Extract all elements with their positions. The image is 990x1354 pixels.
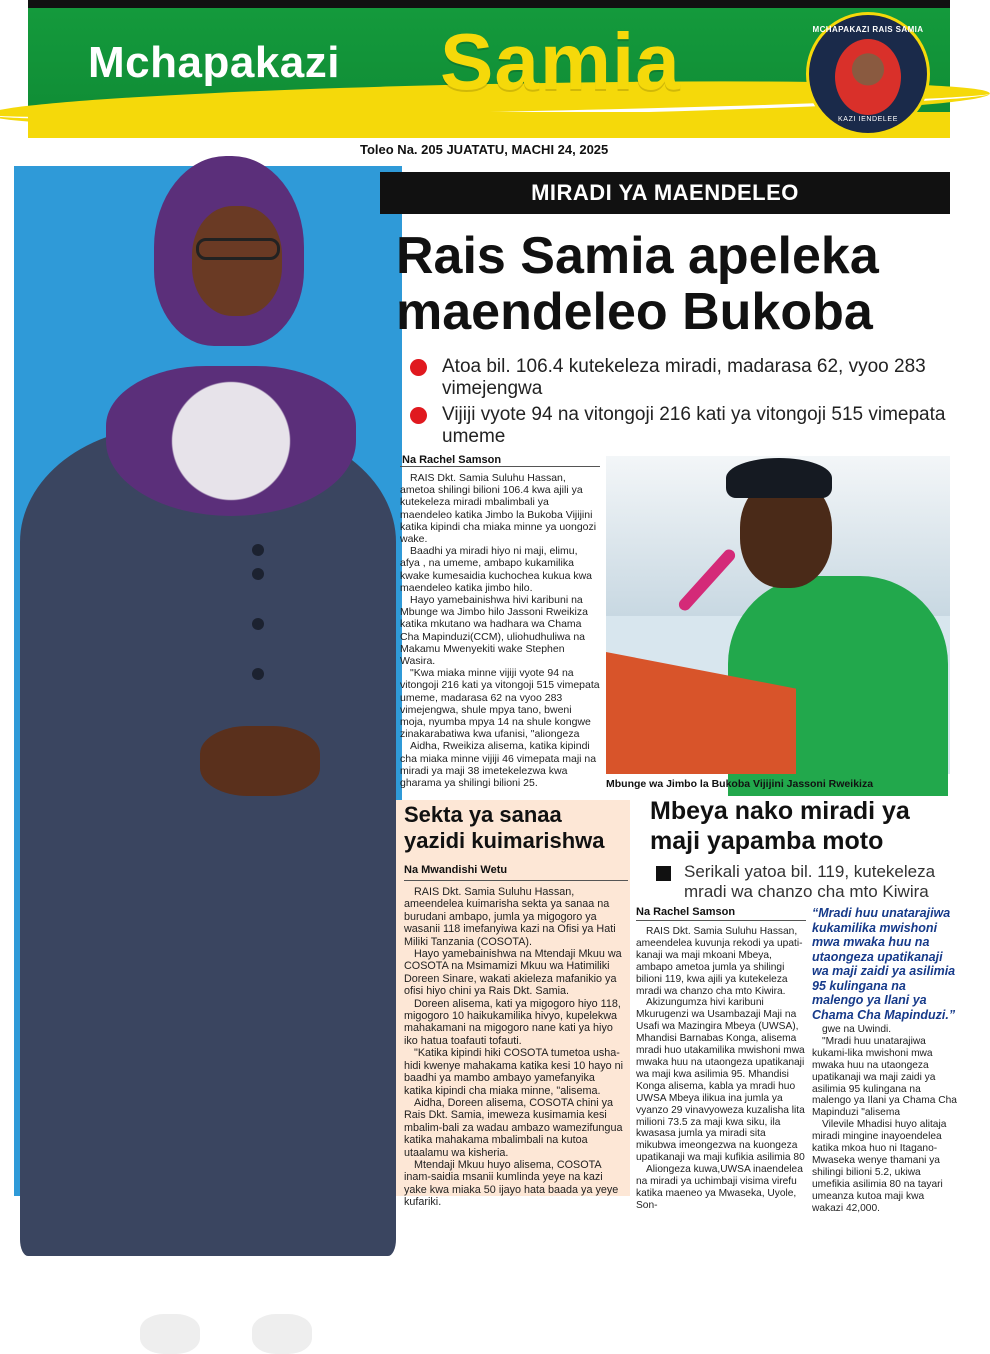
photo-shoe (252, 1314, 312, 1354)
photo-button (252, 568, 264, 580)
issue-dateline: Toleo Na. 205 JUATATU, MACHI 24, 2025 (360, 142, 609, 157)
seal-top-text: MCHAPAKAZI RAIS SAMIA (812, 25, 924, 34)
sanaa-title: Sekta ya sanaa yazidi kuimarishwa (404, 802, 605, 853)
seal-portrait (835, 39, 901, 115)
mbeya-subhead-text: Serikali yatoa bil. 119, kutekeleza mradi wa chanzo cha mto Kiwira (684, 862, 936, 901)
photo-button (252, 544, 264, 556)
masthead (28, 8, 950, 138)
article-paragraph: Aliongeza kuwa,UWSA inaendelea na miradi ya uchimbaji visima virefu katika maeneo ya Mwaseka, Uyole, Son- (636, 1164, 803, 1211)
top-rule (28, 0, 950, 8)
main-headline: Rais Samia apeleka maendeleo Bukoba (396, 227, 879, 341)
bullet-text: Vijiji vyote 94 na vitongoji 216 kati ya vitongoji 515 vimepata umeme (442, 404, 946, 447)
photo-shoe (140, 1314, 200, 1354)
article-paragraph: RAIS Dkt. Samia Suluhu Hassan, ametoa shilingi bilioni 106.4 kwa ajili ya kutekeleza miradi mbalimbali ya maendeleo katika Jimbo la Bukoba Vijijini katika kipindi cha miaka minne ya uongozi wake. (400, 472, 597, 546)
mp-photo (606, 456, 950, 774)
byline-rule (636, 920, 806, 921)
headline-bullet (410, 404, 950, 448)
photo-hands (200, 726, 320, 796)
bullet-dot-icon (410, 359, 427, 376)
article-paragraph: Vilevile Mhadisi huyo alitaja miradi mingine inayoendelea katika mkoa huo ni Itagano- Mwaseka wenye thamani ya shilingi bilioni 5.2, ukiwa umefikia asilimia 80 na tayari umeanza kutoa maji kwa wakazi 42,000. (812, 1119, 947, 1214)
section-label: MIRADI YA MAENDELEO (380, 172, 950, 214)
president-photo (14, 166, 402, 1196)
main-byline: Na Rachel Samson (402, 454, 502, 466)
square-bullet-icon (656, 866, 671, 881)
article-paragraph: Hayo yamebainishwa hivi karibuni na Mbunge wa Jimbo hilo Jassoni Rweikiza katika mkutano wa hadhara wa Chama Cha Mapinduzi(CCM), uliohudhuliwa na Makamu Mwenyekiti wake Stephen Wasira. (400, 594, 588, 668)
sanaa-byline: Na Mwandishi Wetu (404, 864, 508, 876)
headline-bullet (410, 356, 950, 400)
byline-rule (404, 880, 628, 881)
photo-dress (20, 426, 396, 1256)
article-paragraph: Aidha, Doreen alisema, COSOTA chini ya Rais Dkt. Samia, imeweza kusimamia kesi mbalim-bali za wadau ambazo wamezifungua katika mahakama mbalimbali na kutoa utaalamu wa kisheria. (404, 1096, 623, 1159)
photo-scarf (106, 366, 356, 516)
mbeya-article-body (636, 926, 806, 1212)
photo-cap (726, 458, 832, 498)
article-paragraph: gwe na Uwindi. (822, 1024, 892, 1035)
article-paragraph: Mtendaji Mkuu huyo alisema, COSOTA inam-saidia msanii kumlinda yeye na kazi yake kwa miaka 50 ijayo hata baada ya yeye kufariki. (404, 1158, 619, 1209)
bullet-dot-icon (410, 407, 427, 424)
brand-name-second: Samia (440, 17, 681, 106)
mbeya-subhead (656, 862, 952, 902)
article-paragraph: "Mradi huu unatarajiwa kukami-lika mwishoni mwa mwaka huu na utaongeza upatikanaji wa maji zaidi ya asilimia 95 kulingana na malengo ya Ilani ya Chama Cha Mapinduzi "alisema (812, 1035, 957, 1119)
article-paragraph: RAIS Dkt. Samia Suluhu Hassan, ameendelea kuimarisha sekta ya sanaa na burudani ambapo, jumla ya migogoro ya wasanii 118 imefanyiwa kazi na Ofisi ya Hati Miliki Tanzania (COSOTA). (404, 886, 616, 948)
photo-caption: Mbunge wa Jimbo la Bukoba Vijijini Jassoni Rweikiza (606, 778, 874, 790)
byline-rule (400, 466, 600, 467)
mbeya-headline: Mbeya nako miradi ya maji yapamba moto (650, 797, 910, 855)
photo-face (192, 206, 282, 316)
article-paragraph: Akizungumza hivi karibuni Mkurugenzi wa Usambazaji Maji na Usafi wa Mazingira Mbeya (UWSA), Mhandisi Barnabas Konga, alisema mradi huo utakamilika mwishoni mwa mwaka huu na utaongeza upatikanaji wa maji kwa asilimia 95. Mhandisi Konga alisema, kabla ya mradi huo UWSA Mbeya ilikua ina jumla ya vyanzo 29 vinavyoweza kuzalisha lita milioni 73.5 za maji kwa siku, ila kwasasa jumla ya miradi sita mikubwa imeongezwa na kuongeza upatikanaji wa maji kufikia asilimia 80 (636, 997, 805, 1164)
brand-name-first: Mchapakazi (88, 38, 340, 87)
photo-button (252, 618, 264, 630)
article-paragraph: "Kwa miaka minne vijiji vyote 94 na vitongoji 216 kati ya vitongoji 515 vimepata umeme, madarasa 62 na vyoo 283 vimejengwa, shule mpya tano, bweni moja, nyumba mpya 14 na shule kongwe zinakarabatiwa kwa ufanisi, "aliongeza (400, 667, 600, 741)
mbeya-byline: Na Rachel Samson (636, 906, 736, 918)
article-paragraph: Doreen alisema, kati ya migogoro hiyo 118, migogoro 10 haikukamilika hivyo, kupelekwa mahakamani na migogoro nane kati ya hiyo iko hatua toafauti tofauti. (404, 997, 621, 1047)
article-paragraph: "Katika kipindi hiki COSOTA tumetoa usha-hidi kwenye mahakama katika kesi 10 hayo ni baadhi ya mambo ambayo yamefanyika katika kipindi cha miaka minne, "alisema. (404, 1047, 624, 1097)
seal-bottom-text: KAZI IENDELEE (838, 116, 898, 123)
main-article-body (400, 472, 600, 789)
bullet-text: Atoa bil. 106.4 kutekeleza miradi, madarasa 62, vyoo 283 vimejengwa (442, 356, 926, 399)
campaign-seal (806, 12, 930, 136)
article-paragraph: Baadhi ya miradi hiyo ni maji, elimu, afya , na umeme, ambapo kukamilika kwake kumesaidia kuchochea kukua kwa maendeleo katika jimbo hilo. (400, 545, 593, 594)
photo-glasses (196, 238, 280, 260)
pull-quote: “Mradi huu unatarajiwa kukamilika mwishoni mwa mwaka huu na utaongeza upatikanaji wa maji zaidi ya asilimia 95 kulingana na malengo ya Ilani ya Chama Cha Mapinduzi.” (812, 906, 956, 1022)
article-paragraph: Hayo yamebainishwa na Mtendaji Mkuu wa COSOTA na Msimamizi Mkuu wa Hatimiliki Doreen Sinare, wakati akieleza mafanikio ya ofisi hiyo chini ya Rais Dkt. Samia. (404, 948, 622, 998)
mbeya-continuation (812, 1024, 958, 1215)
photo-button (252, 668, 264, 680)
sanaa-article-body (404, 886, 626, 1209)
article-paragraph: Aidha, Rweikiza alisema, katika kipindi cha miaka minne vijiji 46 vimepata maji na miradi ya maji 38 imetekelezwa kwa gharama ya shilingi bilioni 25. (400, 740, 597, 790)
article-paragraph: RAIS Dkt. Samia Suluhu Hassan, ameendelea kuvunja rekodi ya upati-kanaji wa maji mkoani Mbeya, ambapo ametoa jumla ya shilingi bilioni 119, kwa ajili ya kutekeleza mradi wa chanzo cha mto Kiwira. (636, 926, 803, 997)
